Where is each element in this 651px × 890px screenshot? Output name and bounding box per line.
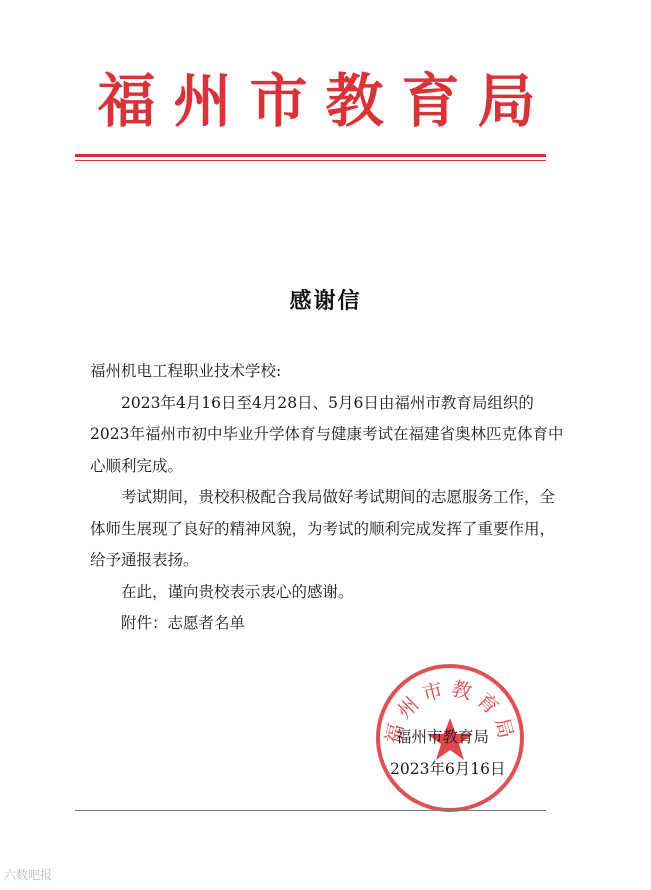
letter-body — [90, 356, 570, 640]
paragraph-1: 2023年4月16日至4月28日、5月6日由福州市教育局组织的2023年福州市初中毕业升学体育与健康考试在福建省奥林匹克体育中心顺利完成。 — [90, 393, 564, 475]
letterhead-rule-thin — [75, 160, 546, 161]
attachment-line: 附件：志愿者名单 — [121, 614, 246, 632]
signature-date: 2023年6月16日 — [390, 759, 506, 778]
letterhead-title: 福州市教育局 — [97, 67, 554, 135]
signature-block — [390, 722, 506, 785]
salutation: 福州机电工程职业技术学校: — [90, 362, 282, 380]
seal-text: 福州市教育局 — [380, 675, 520, 747]
paragraph-3: 在此，谨向贵校表示衷心的感谢。 — [121, 582, 354, 601]
letter-title: 感谢信 — [289, 288, 362, 314]
watermark: 六数吧报 — [4, 868, 53, 882]
paragraph-2: 考试期间，贵校积极配合我局做好考试期间的志愿服务工作，全体师生展现了良好的精神风貌，为考试的顺利完成发挥了重要作用，给予通报表扬。 — [90, 488, 556, 569]
bottom-rule — [75, 810, 546, 811]
signature-organization: 福州市教育局 — [396, 728, 490, 746]
letterhead-rule-thick — [75, 154, 546, 157]
